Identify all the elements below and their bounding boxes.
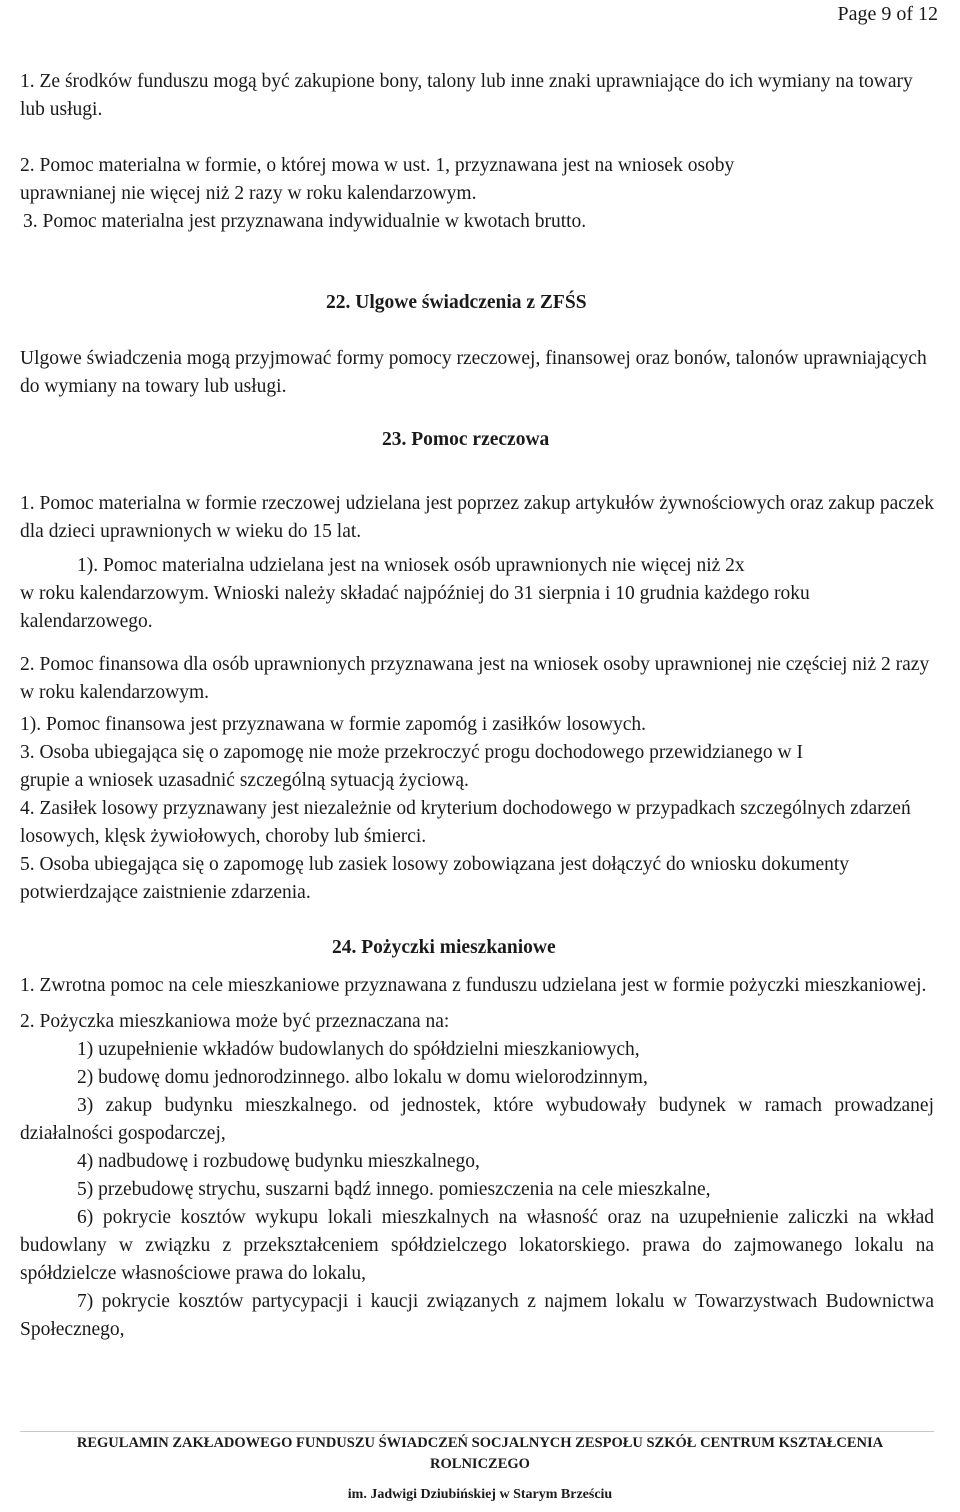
paragraph-23-1a-line1: 1). Pomoc materialna udzielana jest na wniosek osób uprawnionych nie więcej niż 2x [77,555,745,576]
section-22-heading: 22. Ulgowe świadczenia z ZFŚS [326,292,587,313]
section-24-heading: 24. Pożyczki mieszkaniowe [332,937,556,958]
paragraph-23-2: 2. Pomoc finansowa dla osób uprawnionych przyznawana jest na wniosek osoby uprawnionej nie częściej niż 2 razy w roku kalendarzowym. [20,654,930,703]
paragraph-22-text: Ulgowe świadczenia mogą przyjmować formy pomocy rzeczowej, finansowej oraz bonów, talonów uprawniających do wymiany na towary lub usługi. [20,348,927,397]
paragraph-23-3: 3. Osoba ubiegająca się o zapomogę nie może przekroczyć progu dochodowego przewidzianego w I grupie a wniosek uzasadnić szczególną sytuacją życiową. [20,742,803,791]
list-item: 4) nadbudowę i rozbudowę budynku mieszkalnego, [77,1151,480,1172]
footer-line-3: im. Jadwigi Dziubińskiej w Starym Brześciu [347,1487,613,1502]
paragraph-23-1a-rest: w roku kalendarzowym. Wnioski należy składać najpóźniej do 31 sierpnia i 10 grudnia każdego roku kalendarzowego. [20,583,810,632]
paragraph-23-2a: 1). Pomoc finansowa jest przyznawana w formie zapomóg i zasiłków losowych. [20,714,646,735]
list-item: 6) pokrycie kosztów wykupu lokali mieszkalnych na własność oraz na uzupełnienie zaliczki na wkład budowlany w związku z przekształceniem spółdzielczego lokatorskiego. prawa do zajmowanego lokalu na spółdzielcze własnościowe prawa do lokalu, [20,1207,934,1284]
footer-line-2: ROLNICZEGO [430,1456,530,1472]
paragraph-23-4: 4. Zasiłek losowy przyznawany jest niezależnie od kryterium dochodowego w przypadkach szczególnych zdarzeń losowych, klęsk żywiołowych, choroby lub śmierci. [20,798,911,847]
list-item: 7) pokrycie kosztów partycypacji i kaucji związanych z najmem lokalu w Towarzystwach Budownictwa Społecznego, [20,1291,934,1340]
footer-line-1: REGULAMIN ZAKŁADOWEGO FUNDUSZU ŚWIADCZEŃ SOCJALNYCH ZESPOŁU SZKÓŁ CENTRUM KSZTAŁCENIA [76,1435,884,1451]
paragraph-21-1: 1. Ze środków funduszu mogą być zakupione bony, talony lub inne znaki uprawniające do ich wymiany na towary lub usługi. [20,71,913,120]
list-item: 2) budowę domu jednorodzinnego. albo lokalu w domu wielorodzinnym, [77,1067,648,1088]
paragraph-21-2-line2: uprawnianej nie więcej niż 2 razy w roku kalendarzowym. [20,183,477,204]
document-body [20,68,934,1344]
paragraph-23-5: 5. Osoba ubiegająca się o zapomogę lub zasiek losowy zobowiązana jest dołączyć do wniosku dokumenty potwierdzające zaistnienie zdarzenia. [20,854,850,903]
section-23-heading: 23. Pomoc rzeczowa [382,429,550,450]
paragraph-24-1: 1. Zwrotna pomoc na cele mieszkaniowe przyznawana z funduszu udzielana jest w formie pożyczki mieszkaniowej. [20,975,927,996]
paragraph-23-1: 1. Pomoc materialna w formie rzeczowej udzielana jest poprzez zakup artykułów żywnościowych oraz zakup paczek dla dzieci uprawnionych w wieku do 15 lat. [20,493,934,542]
page-number: Page 9 of 12 [837,3,938,25]
list-item: 5) przebudowę strychu, suszarni bądź innego. pomieszczenia na cele mieszkalne, [77,1179,711,1200]
paragraph-21-2-line1: 2. Pomoc materialna w formie, o której mowa w ust. 1, przyznawana jest na wniosek osoby [20,155,735,176]
list-item: 1) uzupełnienie wkładów budowlanych do spółdzielni mieszkaniowych, [77,1039,640,1060]
paragraph-24-2: 2. Pożyczka mieszkaniowa może być przeznaczana na: [20,1011,450,1032]
footer [0,1432,960,1506]
list-item: 3) zakup budynku mieszkalnego. od jednostek, które wybudowały budynek w ramach prowadzanej działalności gospodarczej, [20,1095,934,1144]
paragraph-21-3: 3. Pomoc materialna jest przyznawana indywidualnie w kwotach brutto. [23,211,587,232]
